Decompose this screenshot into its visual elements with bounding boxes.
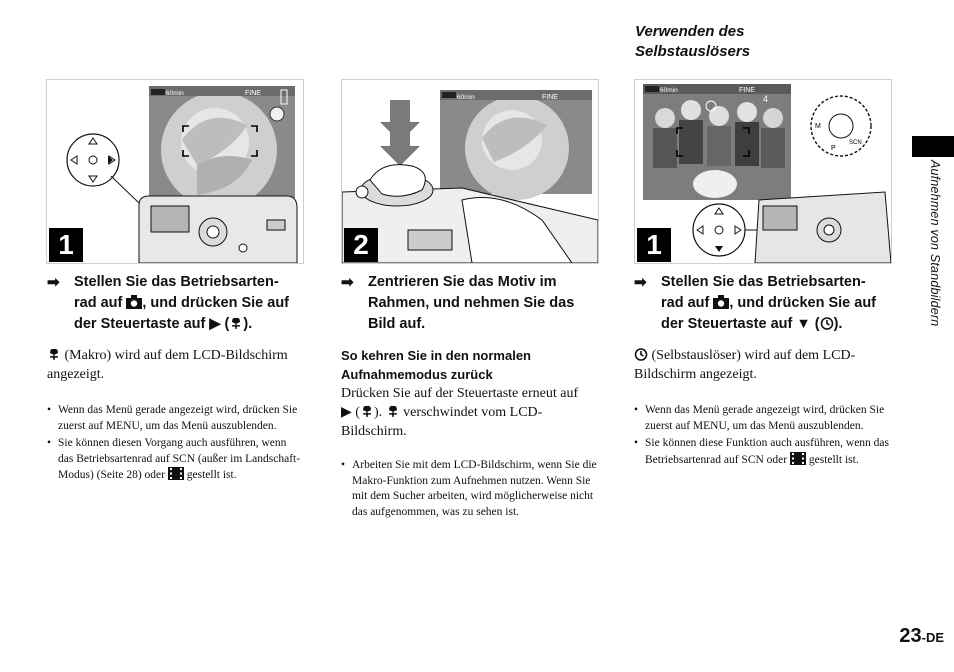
movie-film-icon xyxy=(790,452,806,465)
illustration-macro-step2 xyxy=(341,79,599,264)
lcd-quality-label: FINE xyxy=(542,94,558,101)
step-number-badge: 2 xyxy=(344,228,378,262)
self-timer-icon xyxy=(820,316,834,330)
return-normal-mode-section: So kehren Sie in den normalen Aufnahmemodus zurück Drücken Sie auf der Steuertaste erneut auf ▶ ( ). verschwindet vom LCD- Bildschirm. xyxy=(341,346,601,441)
self-timer-icon xyxy=(634,347,648,361)
macro-flower-icon xyxy=(47,347,61,361)
lcd-battery-label: 60min xyxy=(457,94,475,101)
list-item: • Arbeiten Sie mit dem LCD-Bildschirm, wenn Sie die Makro-Funktion zum Aufnehmen nutzen. Wenn Sie mit dem Sucher arbeiten, wird möglicherweise nicht das aufgenommen, was zu sehen ist. xyxy=(341,458,597,520)
arrow-icon: ➡ xyxy=(47,274,60,291)
arrow-icon: ➡ xyxy=(341,274,354,291)
chapter-tab xyxy=(912,136,954,157)
shutter-press-illustration xyxy=(342,80,598,263)
list-item: • Sie können diesen Vorgang auch ausführen, wenn das Betriebsartenrad auf SCN (außer im Landschaft-Modus) (Seite 28) oder gestellt ist. xyxy=(47,436,303,484)
movie-film-icon xyxy=(168,467,184,480)
lcd-battery-label: 60min xyxy=(660,87,678,94)
list-item: • Wenn das Menü gerade angezeigt wird, drücken Sie zuerst auf MENU, um das Menü auszublenden. xyxy=(634,403,890,434)
step-number-badge: 1 xyxy=(49,228,83,262)
camera-mode-icon xyxy=(126,295,142,309)
macro-indicator-description: (Makro) wird auf dem LCD-Bildschirm angezeigt. xyxy=(47,348,288,382)
page-number: 23-DE xyxy=(899,625,944,647)
macro-flower-icon xyxy=(386,404,400,418)
dial-symbol-p: P xyxy=(831,145,836,152)
macro-flower-icon xyxy=(360,404,374,418)
camera-macro-illustration xyxy=(47,80,303,263)
macro-flower-icon xyxy=(229,316,243,330)
dial-symbol-m: M xyxy=(815,123,821,130)
selftimer-indicator-description: (Selbstauslöser) wird auf dem LCD- Bildschirm angezeigt. xyxy=(634,348,856,382)
list-item: • Sie können diese Funktion auch ausführen, wenn das Betriebsartenrad auf SCN oder gestellt ist. xyxy=(634,436,890,468)
illustration-selftimer-step1 xyxy=(634,79,892,264)
camera-selftimer-illustration xyxy=(635,80,891,263)
notes-list-selftimer xyxy=(634,403,890,470)
illustration-macro-step1 xyxy=(46,79,304,264)
sub-heading: So kehren Sie in den normalen Aufnahmemodus zurück xyxy=(341,348,531,382)
notes-list-macro xyxy=(47,403,303,486)
dial-symbol-scn: SCN xyxy=(849,140,862,146)
section-title: Verwenden des Selbstauslösers xyxy=(635,23,751,60)
arrow-icon: ➡ xyxy=(634,274,647,291)
lcd-count-label: 4 xyxy=(763,94,769,104)
list-item: • Wenn das Menü gerade angezeigt wird, drücken Sie zuerst auf MENU, um das Menü auszublenden. xyxy=(47,403,303,434)
lcd-quality-label: FINE xyxy=(739,87,755,94)
instruction-selftimer-step1: ➡ Stellen Sie das Betriebsarten- rad auf , und drücken Sie auf der Steuertaste auf ▼ ( ). xyxy=(634,274,877,332)
instruction-macro-step2: ➡ Zentrieren Sie das Motiv im Rahmen, und nehmen Sie das Bild auf. xyxy=(341,274,575,332)
lcd-battery-label: 60min xyxy=(166,90,184,97)
lcd-quality-label: FINE xyxy=(245,90,261,97)
notes-list-macro-lcd xyxy=(341,458,597,522)
step-number-badge: 1 xyxy=(637,228,671,262)
chapter-label: Aufnehmen von Standbildern xyxy=(928,160,942,327)
instruction-macro-step1: ➡ Stellen Sie das Betriebsarten- rad auf , und drücken Sie auf der Steuertaste auf ▶ ( ). xyxy=(47,274,290,332)
camera-mode-icon xyxy=(713,295,729,309)
